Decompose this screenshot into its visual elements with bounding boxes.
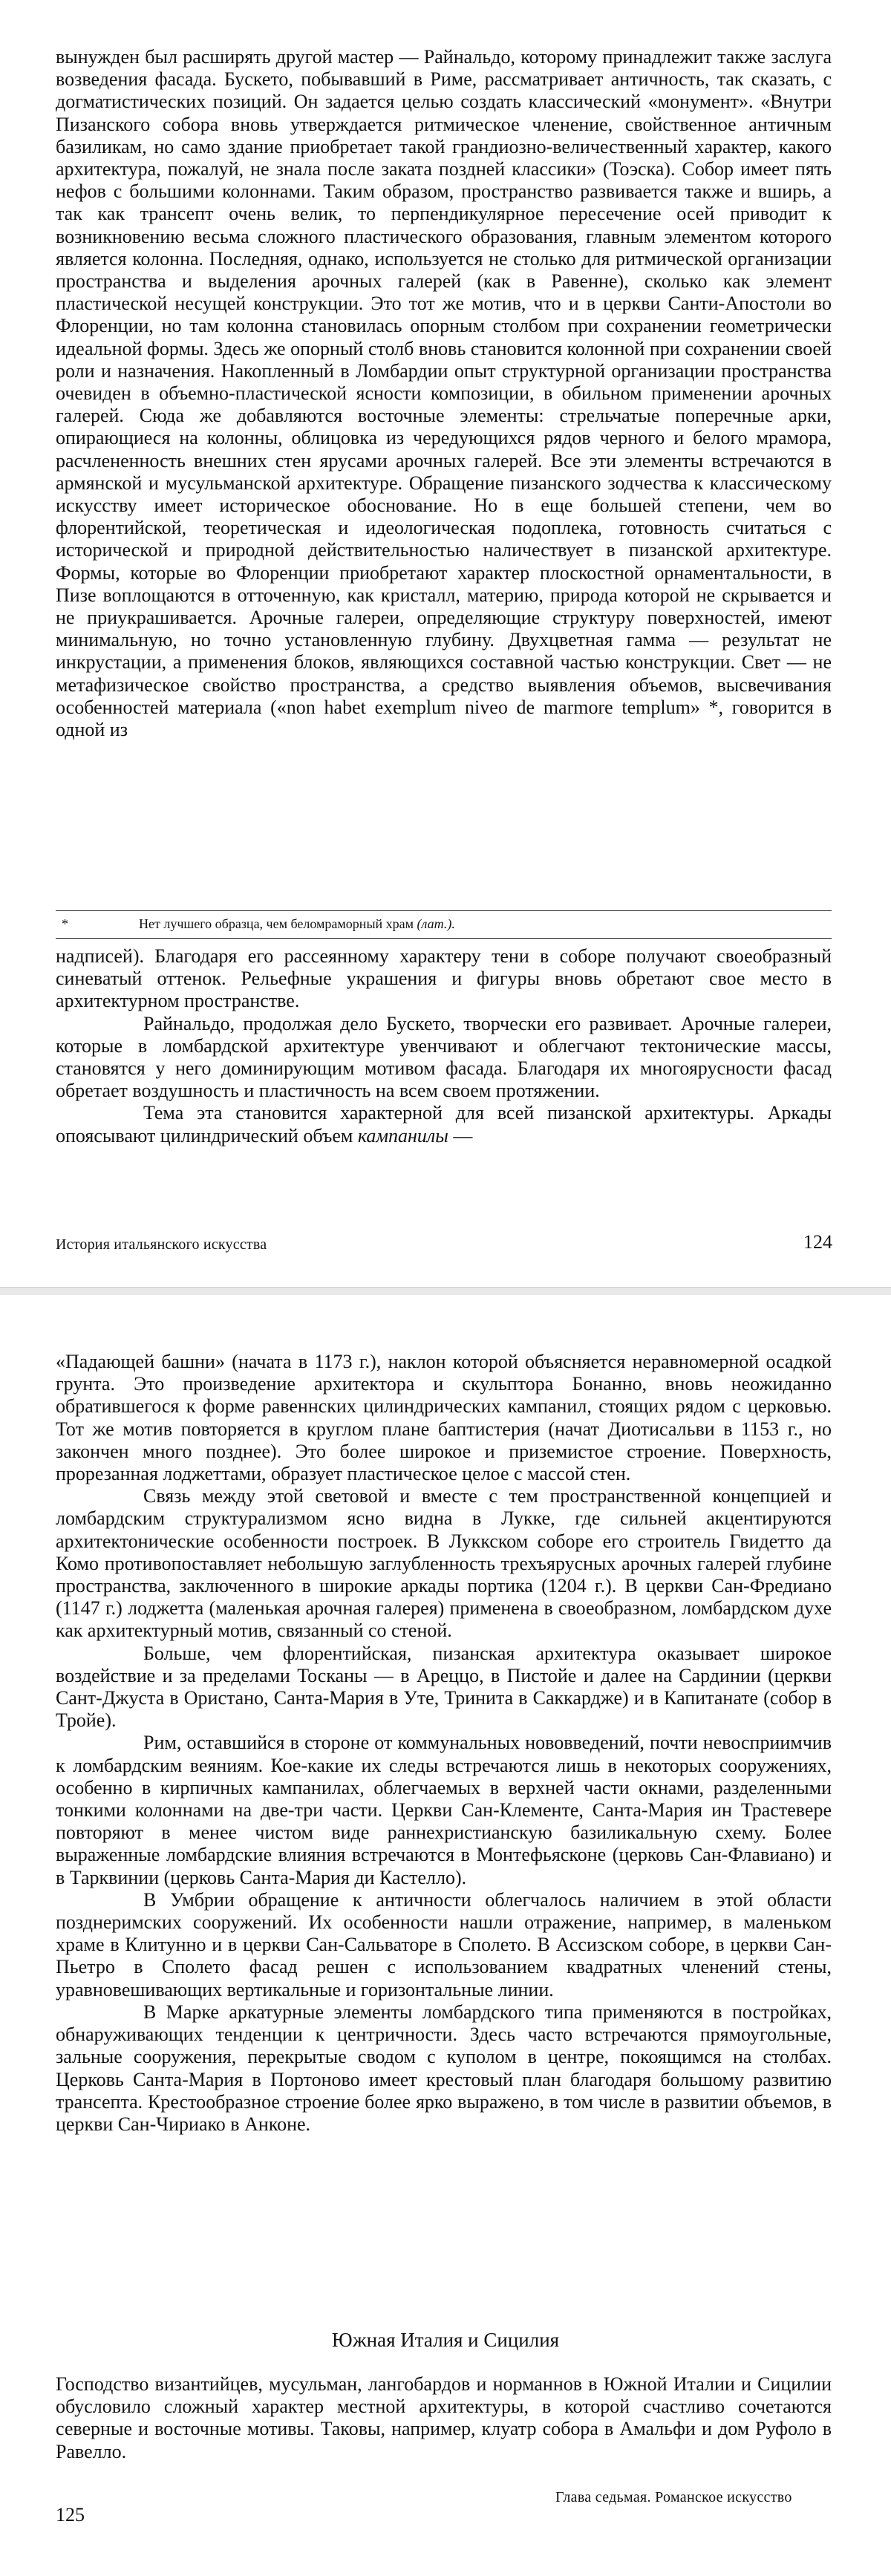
main-text-bottom <box>56 1351 832 2136</box>
book-page-125 <box>0 1295 891 2576</box>
page-number: 125 <box>56 2504 85 2526</box>
page-number: 124 <box>803 1231 832 1253</box>
paragraph: Больше, чем флорентийская, пизанская архитектура оказывает широкое воздействие и за пределами Тосканы — в Ареццо, в Пистойе и далее на Сардинии (церкви Сант-Джуста в Ористано, Санта-Мария в Уте, Тринита в Саккардже) и в Капитанате (собор в Тройе). <box>56 1642 832 1732</box>
main-text-top <box>56 46 832 741</box>
paragraph: Господство византийцев, мусульман, лангобардов и норманнов в Южной Италии и Сицилии обусловило сложный характер местной архитектуры, в которой счастливо сочетаются северные и восточные мотивы. Таковы, например, клуатр собора в Амальфи и дом Руфоло в Равелло. <box>56 2373 832 2462</box>
paragraph <box>56 1102 832 1147</box>
paragraph: надписей). Благодаря его рассеянному характеру тени в соборе получают своеобразный синеватый оттенок. Рельефные украшения и фигуры вновь обретают свое место в архитектурном пространстве. <box>56 945 832 1012</box>
paragraph: В Марке аркатурные элементы ломбардского типа применяются в постройках, обнаруживающих тенденции к центричности. Здесь часто встречаются прямоугольные, зальные сооружения, перекрытые сводом с куполом в центре, покоящимся на столбах. Церковь Санта-Мария в Портоново имеет крестовый план благодаря большому развитию трансепта. Крестообразное строение более ярко выражено, в том числе в развитии объемов, в церкви Сан-Чириако в Анконе. <box>56 2001 832 2135</box>
paragraph: В Умбрии обращение к античности облегчалось наличием в этой области позднеримских сооружений. Их особенности нашли отражение, например, в маленьком храме в Клитунно и в церкви Сан-Сальваторе в Сполето. В Ассизском соборе, в церкви Сан-Пьетро в Сполето фасад решен с использованием квадратных членений стены, уравновешивающих вертикальные и горизонтальные линии. <box>56 1888 832 2001</box>
running-title: История итальянского искусства <box>56 1236 267 1253</box>
footnote-text <box>139 911 455 936</box>
main-text-bottom-section <box>56 2373 832 2463</box>
chapter-header: Глава седьмая. Романское искусство <box>555 2489 792 2505</box>
italic-term: кампанилы <box>357 1124 448 1147</box>
book-page-124 <box>0 0 891 1287</box>
footnote-marker: * <box>62 916 68 931</box>
section-heading: Южная Италия и Сицилия <box>331 2329 560 2351</box>
main-text-top-continued <box>56 945 832 1147</box>
paragraph: Связь между этой световой и вместе с тем пространственной концепцией и ломбардским структурализмом ясно видна в Лукке, где сильней акцентируются архитектонические особенности построек. В Луккском соборе его строитель Гвидетто да Комо противопоставляет небольшую заглубленность трехъярусных арочных галерей глубине пространства, заключенного в широкие аркады портика (1204 г.). В церкви Сан-Фредиано (1147 г.) лоджетта (маленькая арочная галерея) применена в своеобразном, ломбардском духе как архитектурный мотив, связанный со стеной. <box>56 1485 832 1642</box>
footnote-language: (лат.). <box>417 916 455 931</box>
footnote-translation: Нет лучшего образца, чем беломраморный храм <box>139 916 414 931</box>
paragraph: «Падающей башни» (начата в 1173 г.), наклон которой объясняется неравномерной осадкой грунта. Это произведение архитектора и скульптора Бонанно, вновь неожиданно обратившегося к форме равеннских цилиндрических кампанил, стоящих рядом с церковью. Тот же мотив повторяется в круглом плане баптистерия (начат Диотисальви в 1153 г., но закончен много позднее). Это более широкое и приземистое строение. Поверхность, прорезанная лоджеттами, образует пластическое целое с массой стен. <box>56 1351 832 1485</box>
paragraph: Рим, оставшийся в стороне от коммунальных нововведений, почти невосприимчив к ломбардским веяниям. Кое-какие их следы встречаются лишь в некоторых сооружениях, особенно в кирпичных кампанилах, облегчаемых в верхней части окнами, разделенными тонкими колоннами на две-три части. Церкви Сан-Клементе, Санта-Мария ин Трастевере повторяют в менее чистом виде раннехристианскую базиликальную схему. Более выраженные ломбардские влияния встречаются в Монтефьясконе (церковь Сан-Флавиано) и в Тарквинии (церковь Санта-Мария ди Кастелло). <box>56 1732 832 1888</box>
dash: — <box>448 1124 473 1147</box>
paragraph: Райнальдо, продолжая дело Бускето, творчески его развивает. Арочные галереи, которые в ломбардской архитектуре увенчивают и облегчают тектонические массы, становятся у него доминирующим мотивом фасада. Благодаря их многоярусности фасад обретает воздушность и пластичность на всем своем протяжении. <box>56 1012 832 1102</box>
paragraph-text: Тема эта становится характерной для всей пизанской архитектуры. Аркады опоясывают цилиндрический объем <box>56 1102 832 1147</box>
footnote <box>56 910 832 939</box>
paragraph: вынужден был расширять другой мастер — Райнальдо, которому принадлежит также заслуга возведения фасада. Бускето, побывавший в Риме, рассматривает античность, так сказать, с догматистических позиций. Он задается целью создать классический «монумент». «Внутри Пизанского собора вновь утверждается ритмическое членение, свойственное античным базиликам, но само здание приобретает такой грандиозно-величественный характер, какого архитектура, пожалуй, не знала после заката поздней классики» (Тоэска). Собор имеет пять нефов с большими колоннами. Таким образом, пространство развивается также и вширь, а так как трансепт очень велик, то перпендикулярное пересечение осей приводит к возникновению весьма сложного пластического образования, главным элементом которого является колонна. Последняя, однако, используется не столько для ритмической организации пространства и выделения арочных галерей (как в Равенне), сколько как элемент пластической несущей конструкции. Это тот же мотив, что и в церкви Санти-Апостоли во Флоренции, но там колонна становилась опорным столбом при сохранении геометрически идеальной формы. Здесь же опорный столб вновь становится колонной при сохранении своей роли и назначения. Накопленный в Ломбардии опыт структурной организации пространства очевиден в объемно-пластической ясности композиции, в обильном применении арочных галерей. Сюда же добавляются восточные элементы: стрельчатые поперечные арки, опирающиеся на колонны, облицовка из чередующихся рядов черного и белого мрамора, расчлененность внешних стен ярусами арочных галерей. Все эти элементы встречаются в армянской и мусульманской архитектуре. Обращение пизанского зодчества к классическому искусству имеет историческое обоснование. Но в еще большей степени, чем во флорентийской, теоретическая и идеологическая подоплека, готовность считаться с исторической и природной действительностью наличествует в пизанской архитектуре. Формы, которые во Флоренции приобретают характер плоскостной орнаментальности, в Пизе воплощаются в отточенную, как кристалл, материю, природа которой не скрывается и не приукрашивается. Арочные галереи, определяющие структуру поверхностей, имеют минимальную, но точно установленную глубину. Двухцветная гамма — результат не инкрустации, а применения блоков, являющихся составной частью конструкции. Свет — не метафизическое свойство пространства, а средство выявления объемов, высвечивания особенностей материала («non habet exemplum niveo de marmore templum» *, говорится в одной из <box>56 46 832 741</box>
